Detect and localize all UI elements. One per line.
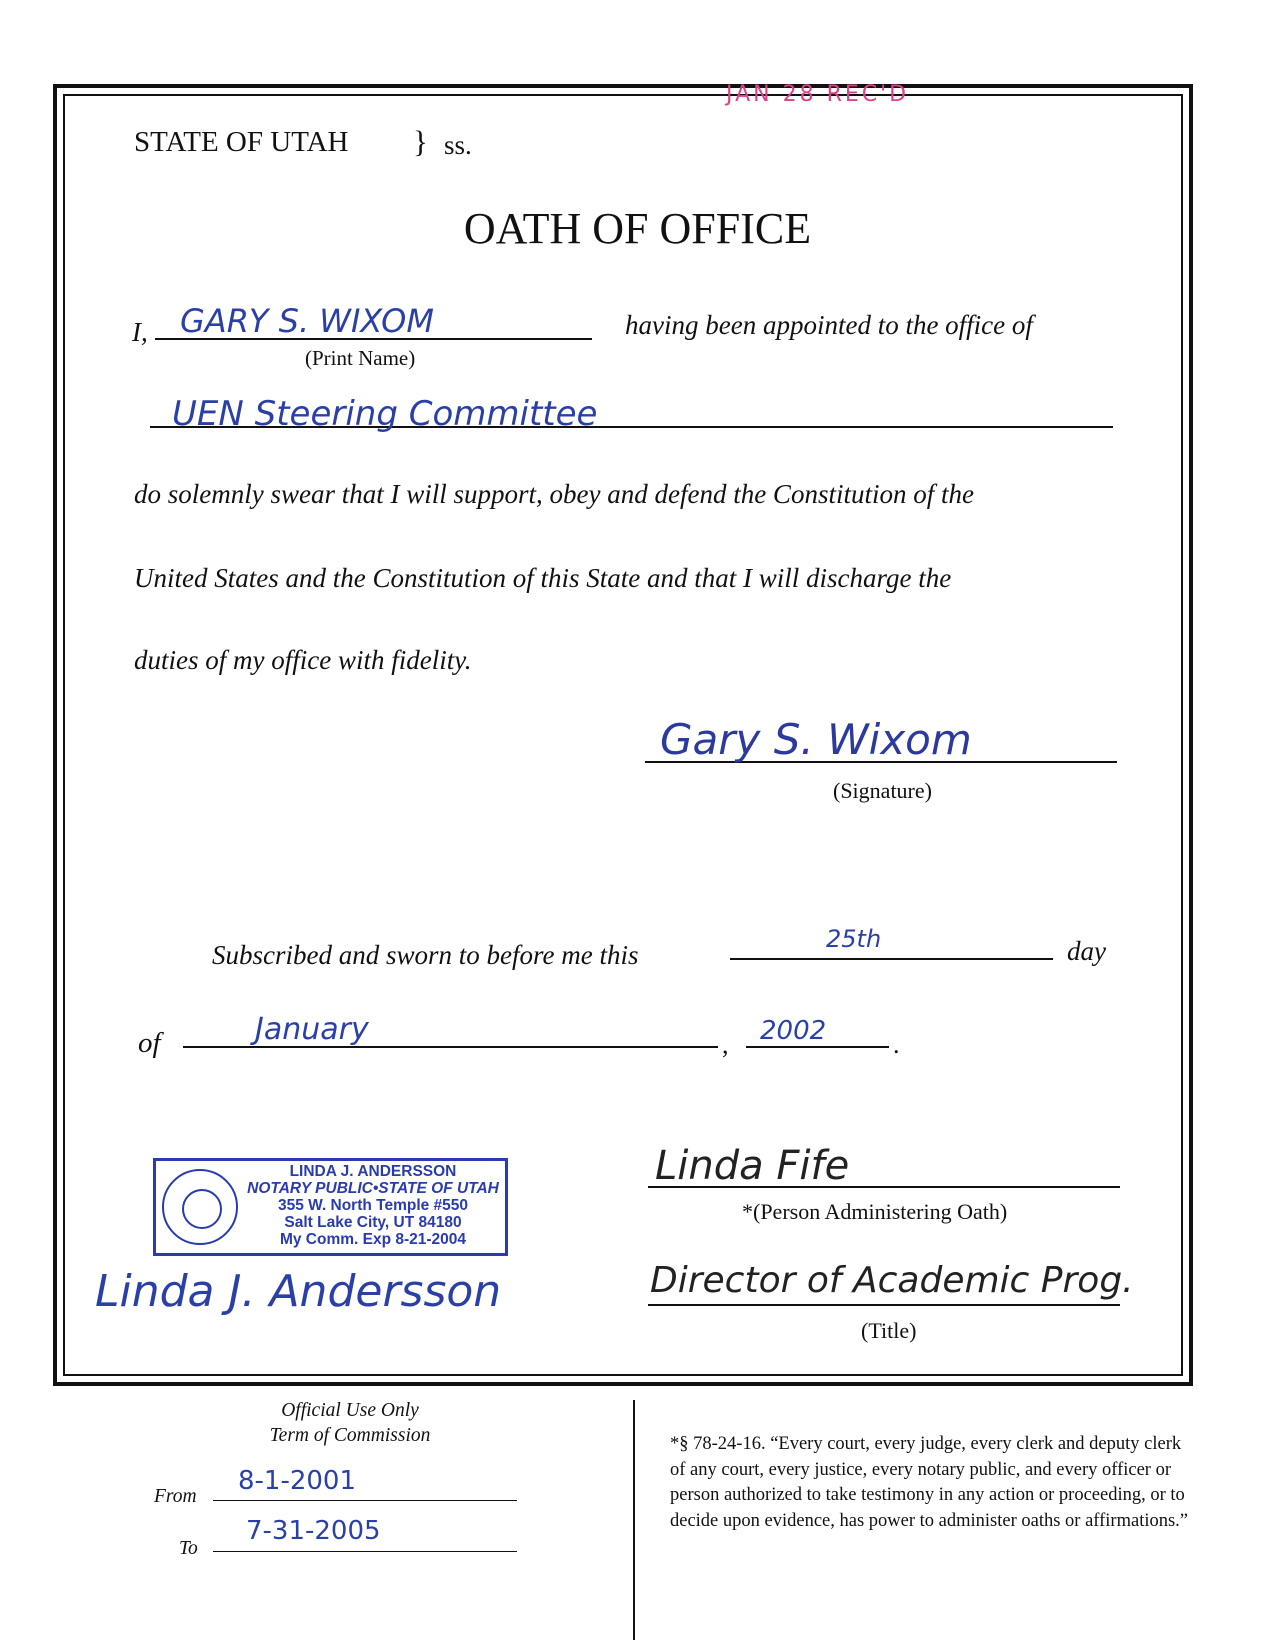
notary-commission-expiry: My Comm. Exp 8-21-2004 — [279, 1231, 467, 1248]
state-label: STATE OF UTAH — [134, 126, 349, 158]
notary-address: 355 W. North Temple #550 — [277, 1197, 469, 1214]
term-of-commission-heading: Term of Commission — [269, 1425, 431, 1446]
administering-signature: Linda Fife — [655, 1143, 850, 1189]
administering-title-value: Director of Academic Prog. — [650, 1260, 1134, 1301]
notary-signature: Linda J. Andersson — [95, 1266, 502, 1317]
i-label: I, — [132, 317, 148, 347]
day-label: day — [1067, 936, 1106, 966]
title-line — [648, 1304, 1120, 1306]
notary-city: Salt Lake City, UT 84180 — [284, 1214, 462, 1231]
oath-taker-signature: Gary S. Wixom — [660, 715, 972, 764]
ss-label: ss. — [444, 130, 472, 160]
date-period: . — [893, 1030, 900, 1059]
date-comma: , — [722, 1030, 729, 1059]
print-name-caption: (Print Name) — [305, 346, 416, 370]
day-line — [730, 958, 1053, 960]
office-name: UEN Steering Committee — [172, 394, 598, 434]
official-use-heading: Official Use Only — [281, 1400, 419, 1421]
page-title: OATH OF OFFICE — [463, 204, 812, 253]
title-caption: (Title) — [861, 1318, 917, 1343]
notary-name: LINDA J. ANDERSSON — [289, 1163, 457, 1180]
subscribed-text: Subscribed and sworn to before me this — [212, 940, 639, 970]
administering-caption: *(Person Administering Oath) — [742, 1199, 1008, 1224]
to-line — [213, 1551, 517, 1552]
from-date: 8-1-2001 — [238, 1466, 357, 1496]
notary-title: NOTARY PUBLIC•STATE OF UTAH — [247, 1180, 499, 1197]
oath-body-line-3: duties of my office with fidelity. — [134, 645, 472, 675]
of-label: of — [138, 1027, 161, 1059]
year-value: 2002 — [760, 1016, 827, 1046]
oath-body-line-2: United States and the Constitution of this State and that I will discharge the — [134, 563, 952, 593]
appointed-text: having been appointed to the office of — [625, 310, 1033, 340]
from-label: From — [154, 1486, 197, 1507]
notary-stamp — [153, 1158, 508, 1256]
bottom-divider — [633, 1400, 635, 1640]
brace: } — [413, 124, 428, 159]
to-date: 7-31-2005 — [246, 1516, 381, 1546]
statute-note: *§ 78-24-16. “Every court, every judge, every clerk and deputy clerk of any court, every justice, every notary public, and every officer or person authorized to take testimony in any action or proceeding, or to decide upon evidence, has power to administer oaths or affirmations.” — [670, 1434, 1189, 1531]
month-value: January — [255, 1012, 369, 1047]
from-line — [213, 1500, 517, 1501]
state-seal-icon — [162, 1169, 238, 1245]
printed-name: GARY S. WIXOM — [180, 302, 434, 340]
day-value: 25th — [826, 925, 882, 953]
signature-caption: (Signature) — [833, 778, 932, 803]
to-label: To — [179, 1538, 198, 1559]
received-date-stamp: JAN 28 REC'D — [726, 82, 910, 107]
oath-body-line-1: do solemnly swear that I will support, obey and defend the Constitution of the — [134, 479, 974, 509]
year-line — [746, 1046, 889, 1048]
